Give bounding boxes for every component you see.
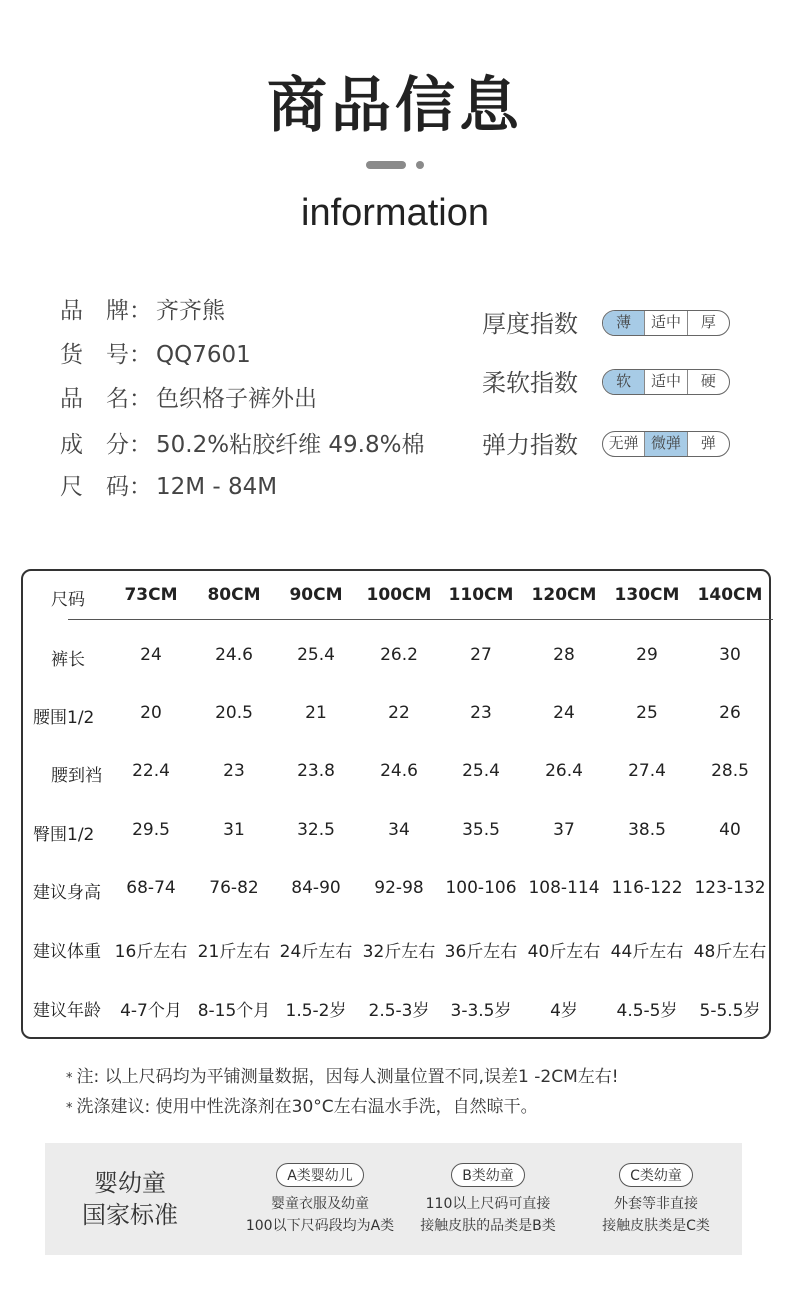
page-title: 商品信息	[267, 71, 523, 141]
table-cell: 28	[553, 645, 575, 665]
table-cell: 21	[305, 703, 327, 723]
national-standard-panel	[45, 1143, 742, 1255]
table-cell: 22	[388, 703, 410, 723]
table-cell: 5-5.5岁	[699, 1001, 761, 1021]
table-cell: 4.5-5岁	[616, 1001, 678, 1021]
note-wash: * 洗涤建议: 使用中性洗涤剂在30°C左右温水手洗，自然晾干。	[66, 1097, 538, 1117]
elasticity-index: 弹力指数 无弹 微弹 弹	[482, 425, 742, 465]
asterisk-icon: *	[66, 1071, 73, 1086]
row-label: 建议体重	[33, 942, 101, 962]
column-header: 80CM	[207, 585, 261, 605]
info-row-size: 尺 码： 12M - 84M	[60, 474, 278, 500]
table-cell: 34	[388, 820, 410, 840]
column-header: 140CM	[697, 585, 763, 605]
scale-option: 适中	[644, 370, 686, 394]
asterisk-icon: *	[66, 1101, 73, 1116]
table-cell: 23.8	[297, 761, 335, 781]
info-row-name: 品 名： 色织格子裤外出	[60, 386, 317, 412]
note-measure: * 注: 以上尺码均为平铺测量数据，因每人测量位置不同,误差1 -2CM左右!	[66, 1067, 619, 1087]
table-cell: 84-90	[291, 878, 341, 898]
table-cell: 24	[140, 645, 162, 665]
table-cell: 24.6	[215, 645, 253, 665]
table-cell: 8-15个月	[197, 1001, 271, 1021]
table-cell: 48斤左右	[693, 942, 767, 962]
row-label: 臀围1/2	[33, 825, 95, 845]
row-label: 建议身高	[33, 883, 101, 903]
table-corner-label: 尺码	[51, 590, 85, 610]
table-cell: 32.5	[297, 820, 335, 840]
table-cell: 44斤左右	[610, 942, 684, 962]
table-cell: 23	[470, 703, 492, 723]
table-cell: 24.6	[380, 761, 418, 781]
table-cell: 40斤左右	[527, 942, 601, 962]
table-cell: 30	[719, 645, 741, 665]
class-b	[403, 1163, 573, 1237]
class-b-badge: B类幼童	[451, 1163, 525, 1187]
table-cell: 68-74	[126, 878, 176, 898]
table-cell: 26.4	[545, 761, 583, 781]
elasticity-scale	[602, 431, 730, 457]
softness-index: 柔软指数 软 适中 硬	[482, 363, 742, 403]
scale-option: 弹	[687, 432, 729, 456]
table-cell: 35.5	[462, 820, 500, 840]
table-cell: 4-7个月	[120, 1001, 182, 1021]
table-cell: 24	[553, 703, 575, 723]
thickness-scale	[602, 310, 730, 336]
table-cell: 31	[223, 820, 245, 840]
softness-scale	[602, 369, 730, 395]
info-row-material: 成 分： 50.2%粘胶纤维 49.8%棉	[60, 432, 425, 458]
table-cell: 100-106	[445, 878, 517, 898]
notes	[66, 1062, 619, 1122]
table-cell: 25.4	[462, 761, 500, 781]
column-header: 130CM	[614, 585, 680, 605]
row-label: 裤长	[51, 650, 85, 670]
class-a-desc: 婴童衣服及幼童 100以下尺码段均为A类	[245, 1196, 395, 1234]
row-label: 腰到裆	[51, 766, 102, 786]
table-cell: 25.4	[297, 645, 335, 665]
info-row-brand: 品 牌： 齐齐熊	[60, 298, 225, 324]
scale-option: 软	[603, 370, 644, 394]
table-cell: 29	[636, 645, 658, 665]
scale-option: 硬	[687, 370, 729, 394]
table-cell: 27.4	[628, 761, 666, 781]
column-header: 73CM	[124, 585, 178, 605]
table-cell: 29.5	[132, 820, 170, 840]
row-label: 腰围1/2	[33, 708, 95, 728]
row-label: 建议年龄	[33, 1001, 101, 1021]
column-header: 90CM	[289, 585, 343, 605]
table-cell: 24斤左右	[279, 942, 353, 962]
table-cell: 21斤左右	[197, 942, 271, 962]
class-b-desc: 110以上尺码可直接 接触皮肤的品类是B类	[420, 1196, 556, 1234]
table-cell: 36斤左右	[444, 942, 518, 962]
table-cell: 26.2	[380, 645, 418, 665]
table-cell: 22.4	[132, 761, 170, 781]
class-c-badge: C类幼童	[619, 1163, 693, 1187]
table-cell: 4岁	[550, 1001, 578, 1021]
header-divider	[68, 619, 773, 620]
scale-option: 薄	[603, 311, 644, 335]
table-cell: 27	[470, 645, 492, 665]
thickness-index: 厚度指数 薄 适中 厚	[482, 304, 742, 344]
table-cell: 1.5-2岁	[285, 1001, 347, 1021]
table-cell: 38.5	[628, 820, 666, 840]
table-cell: 16斤左右	[114, 942, 188, 962]
column-header: 110CM	[448, 585, 514, 605]
info-row-sku: 货 号： QQ7601	[60, 342, 251, 368]
column-header: 100CM	[366, 585, 432, 605]
standard-title: 婴幼童 国家标准	[82, 1169, 178, 1229]
class-a	[235, 1163, 405, 1237]
table-cell: 76-82	[209, 878, 259, 898]
table-cell: 37	[553, 820, 575, 840]
class-a-badge: A类婴幼儿	[276, 1163, 364, 1187]
table-cell: 3-3.5岁	[450, 1001, 512, 1021]
table-cell: 20.5	[215, 703, 253, 723]
table-cell: 116-122	[611, 878, 683, 898]
table-cell: 28.5	[711, 761, 749, 781]
table-cell: 20	[140, 703, 162, 723]
table-cell: 26	[719, 703, 741, 723]
column-header: 120CM	[531, 585, 597, 605]
table-cell: 2.5-3岁	[368, 1001, 430, 1021]
size-table	[21, 569, 771, 1039]
class-c	[571, 1163, 741, 1237]
table-cell: 108-114	[528, 878, 600, 898]
class-c-desc: 外套等非直接 接触皮肤类是C类	[602, 1196, 710, 1234]
table-cell: 32斤左右	[362, 942, 436, 962]
table-cell: 123-132	[694, 878, 766, 898]
title-divider	[366, 161, 426, 169]
scale-option: 无弹	[608, 434, 639, 452]
page-subtitle: information	[301, 192, 489, 234]
scale-option: 适中	[644, 311, 686, 335]
table-cell: 40	[719, 820, 741, 840]
scale-option: 厚	[687, 311, 729, 335]
table-cell: 23	[223, 761, 245, 781]
table-cell: 92-98	[374, 878, 424, 898]
scale-option: 微弹	[644, 432, 686, 456]
table-cell: 25	[636, 703, 658, 723]
